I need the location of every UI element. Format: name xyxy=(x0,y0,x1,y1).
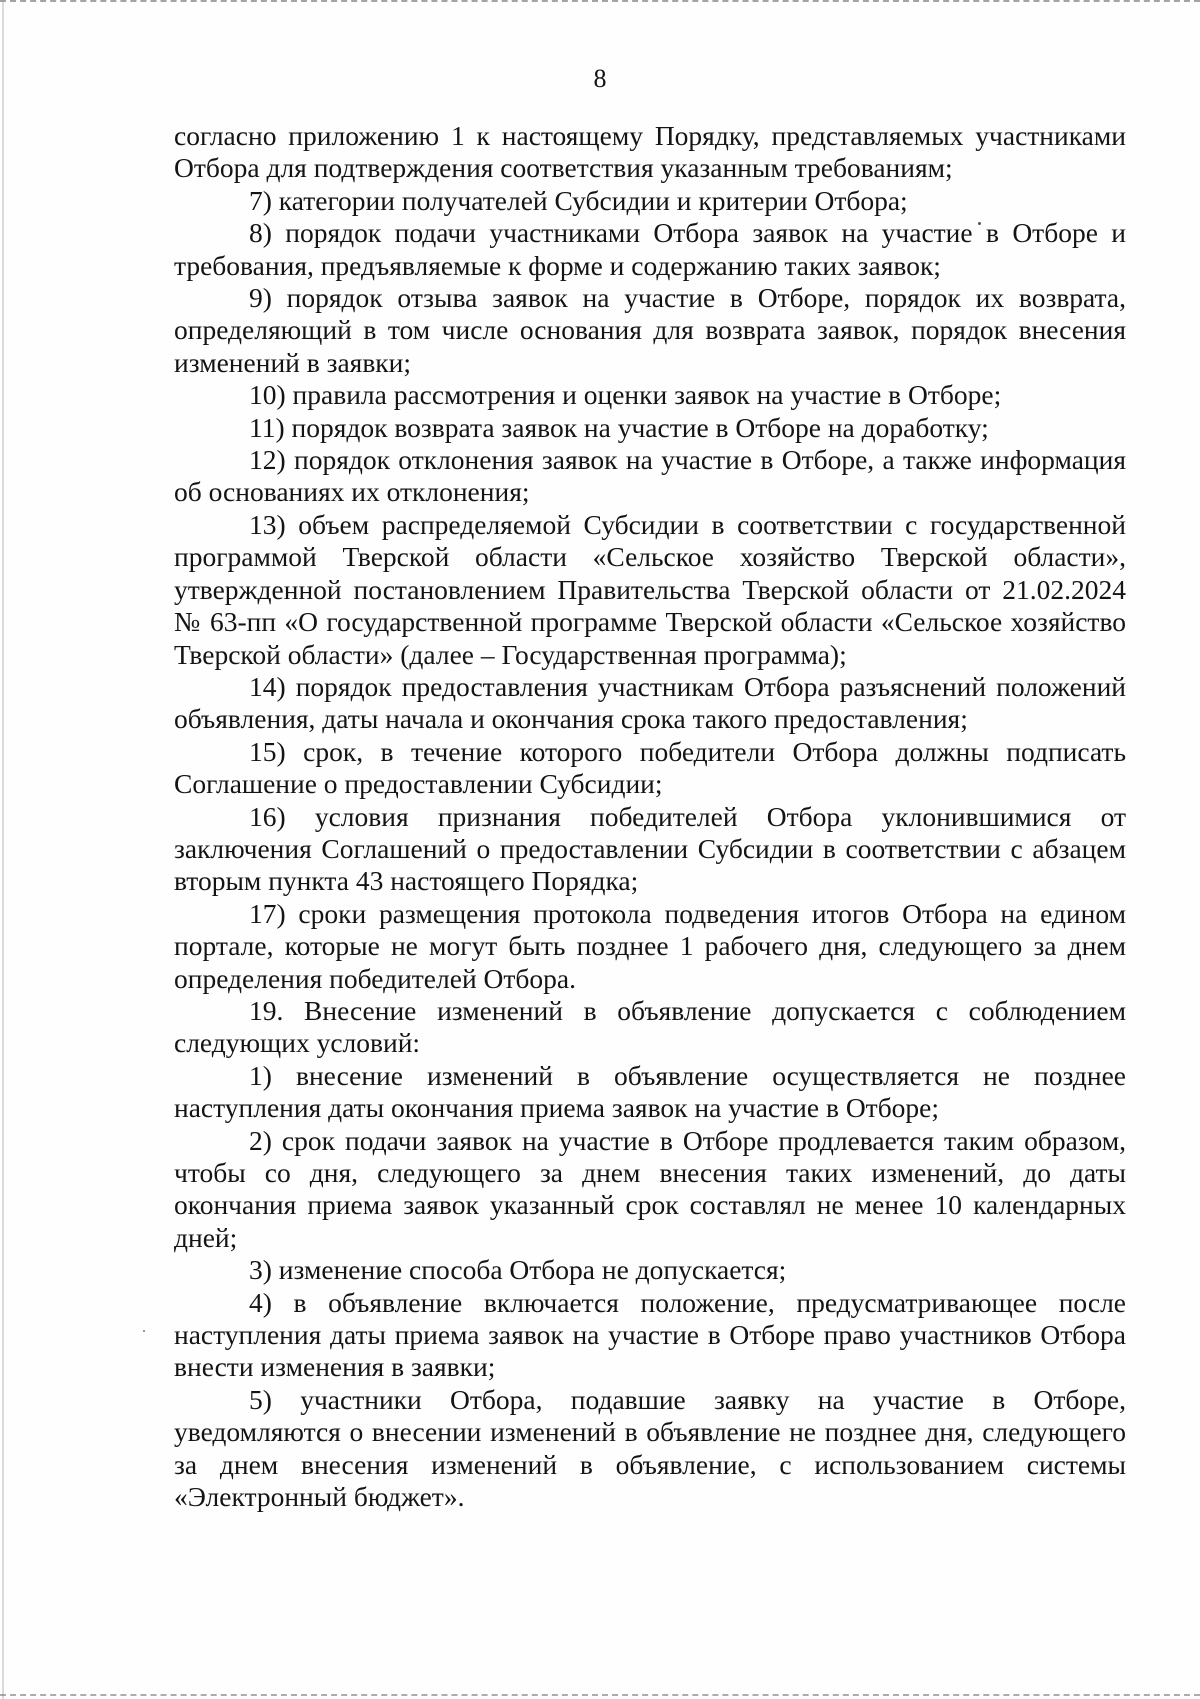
paragraph: 17) сроки размещения протокола подведения итогов Отбора на едином портале, которые не могут быть позднее 1 рабочего дня, следующего за днем определения победителей Отбора. xyxy=(174,897,1126,994)
paragraph: 1) внесение изменений в объявление осуществляется не позднее наступления даты окончания приема заявок на участие в Отборе; xyxy=(174,1059,1126,1124)
paragraph: 5) участники Отбора, подавшие заявку на участие в Отборе, уведомляются о внесении изменений в объявление не позднее дня, следующего за днем внесения изменений в объявление, с использованием системы «Электронный бюджет». xyxy=(174,1383,1126,1513)
page-number: 8 xyxy=(593,64,607,93)
paragraph: 2) срок подачи заявок на участие в Отборе продлевается таким образом, чтобы со дня, следующего за днем внесения таких изменений, до даты окончания приема заявок указанный срок составлял не менее 10 календарных дней; xyxy=(174,1124,1126,1253)
paragraph: 3) изменение способа Отбора не допускается; xyxy=(249,1254,787,1286)
paragraph: 11) порядок возврата заявок на участие в Отборе на доработку; xyxy=(249,411,989,443)
paragraph: 13) объем распределяемой Субсидии в соответствии с государственной программой Тверской области «Сельское хозяйство Тверской области», утвержденной постановлением Правительства Тверской области от 21.02.2024 № 63-пп «О государственной программе Тверской области «Сельское хозяйство Тверской области» (далее – Государственная программа); xyxy=(174,508,1126,670)
paragraph: 9) порядок отзыва заявок на участие в Отборе, порядок их возврата, определяющий в том числе основания для возврата заявок, порядок внесения изменений в заявки; xyxy=(174,282,1126,378)
paragraph: 19. Внесение изменений в объявление допускается с соблюдением следующих условий: xyxy=(174,994,1126,1059)
scan-edge-top xyxy=(0,0,1200,6)
paragraph: 14) порядок предоставления участникам Отбора разъяснений положений объявления, даты начала и окончания срока такого предоставления; xyxy=(174,670,1126,735)
document-body xyxy=(174,120,1126,1513)
scan-edge-left xyxy=(2,0,4,1699)
scan-speck xyxy=(143,1330,145,1332)
paragraph: 8) порядок подачи участниками Отбора заявок на участие в Отборе и требования, предъявляемые к форме и содержанию таких заявок; xyxy=(174,217,1126,281)
paragraph: 12) порядок отклонения заявок на участие в Отборе, а также информация об основаниях их отклонения; xyxy=(174,444,1126,508)
paragraph: 10) правила рассмотрения и оценки заявок на участие в Отборе; xyxy=(249,379,1002,411)
paragraph: согласно приложению 1 к настоящему Порядку, представляемых участниками Отбора для подтверждения соответствия указанным требованиям; xyxy=(174,120,1126,184)
paragraph: 15) срок, в течение которого победители Отбора должны подписать Соглашение о предоставлении Субсидии; xyxy=(174,735,1126,800)
paragraph: 4) в объявление включается положение, предусматривающее после наступления даты приема заявок на участие в Отборе право участников Отбора внести изменения в заявки; xyxy=(174,1286,1126,1383)
paragraph: 7) категории получателей Субсидии и критерии Отбора; xyxy=(249,184,908,216)
paragraph: 16) условия признания победителей Отбора уклонившимися от заключения Соглашений о предоставлении Субсидии в соответствии с абзацем вторым пункта 43 настоящего Порядка; xyxy=(174,800,1126,897)
scan-edge-bottom xyxy=(0,1688,1200,1696)
